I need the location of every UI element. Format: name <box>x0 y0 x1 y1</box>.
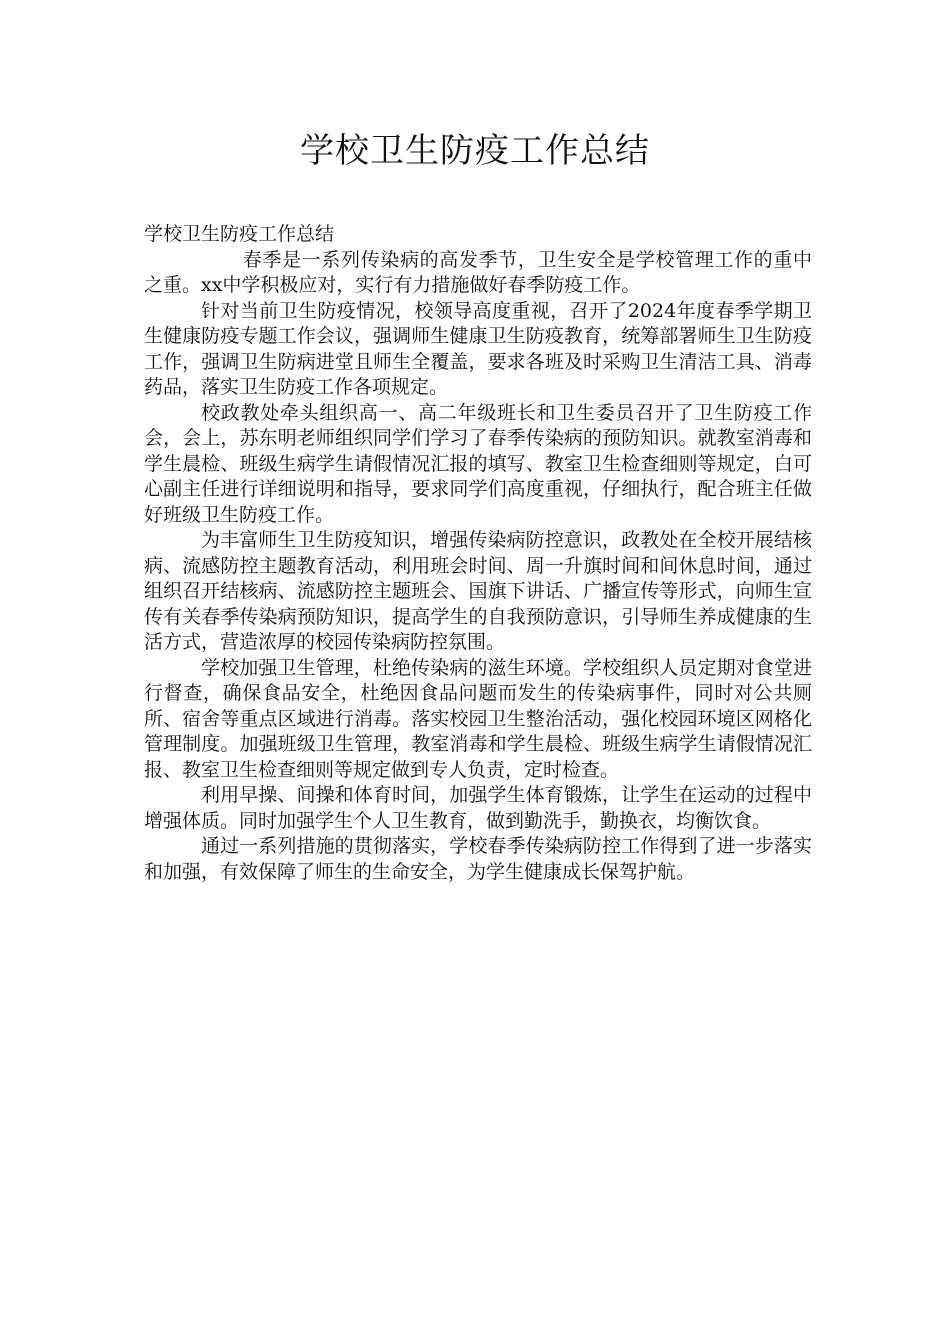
paragraph-3: 校政教处牵头组织高一、高二年级班长和卫生委员召开了卫生防疫工作会，会上，苏东明老师组织同学们学习了春季传染病的预防知识。就教室消毒和学生晨检、班级生病学生请假情况汇报的填写、教室卫生检查细则等规定，白可心副主任进行详细说明和指导，要求同学们高度重视，仔细执行，配合班主任做好班级卫生防疫工作。 <box>144 401 812 526</box>
paragraph-7: 通过一系列措施的贯彻落实，学校春季传染病防控工作得到了进一步落实和加强，有效保障了师生的生命安全，为学生健康成长保驾护航。 <box>144 835 812 883</box>
document-title: 学校卫生防疫工作总结 <box>300 131 650 171</box>
document-body <box>144 222 812 885</box>
paragraph-5: 学校加强卫生管理，杜绝传染病的滋生环境。学校组织人员定期对食堂进行督查，确保食品安全，杜绝因食品问题而发生的传染病事件，同时对公共厕所、宿舍等重点区域进行消毒。落实校园卫生整治活动，强化校园环境区网格化管理制度。加强班级卫生管理，教室消毒和学生晨检、班级生病学生请假情况汇报、教室卫生检查细则等规定做到专人负责，定时检查。 <box>144 656 812 781</box>
paragraph-1: 春季是一系列传染病的高发季节，卫生安全是学校管理工作的重中之重。xx中学积极应对，实行有力措施做好春季防疫工作。 <box>144 248 812 296</box>
document-subtitle: 学校卫生防疫工作总结 <box>144 223 335 245</box>
paragraph-6: 利用早操、间操和体育时间，加强学生体育锻炼，让学生在运动的过程中增强体质。同时加强学生个人卫生教育，做到勤洗手，勤换衣，均衡饮食。 <box>144 784 812 832</box>
paragraph-2: 针对当前卫生防疫情况，校领导高度重视，召开了2024年度春季学期卫生健康防疫专题工作会议，强调师生健康卫生防疫教育，统筹部署师生卫生防疫工作，强调卫生防病进堂且师生全覆盖，要求各班及时采购卫生清洁工具、消毒药品，落实卫生防疫工作各项规定。 <box>144 299 812 398</box>
paragraph-4: 为丰富师生卫生防疫知识，增强传染病防控意识，政教处在全校开展结核病、流感防控主题教育活动，利用班会时间、周一升旗时间和间休息时间，通过组织召开结核病、流感防控主题班会、国旗下讲话、广播宣传等形式，向师生宣传有关春季传染病预防知识，提高学生的自我预防意识，引导师生养成健康的生活方式，营造浓厚的校园传染病防控氛围。 <box>144 529 812 653</box>
